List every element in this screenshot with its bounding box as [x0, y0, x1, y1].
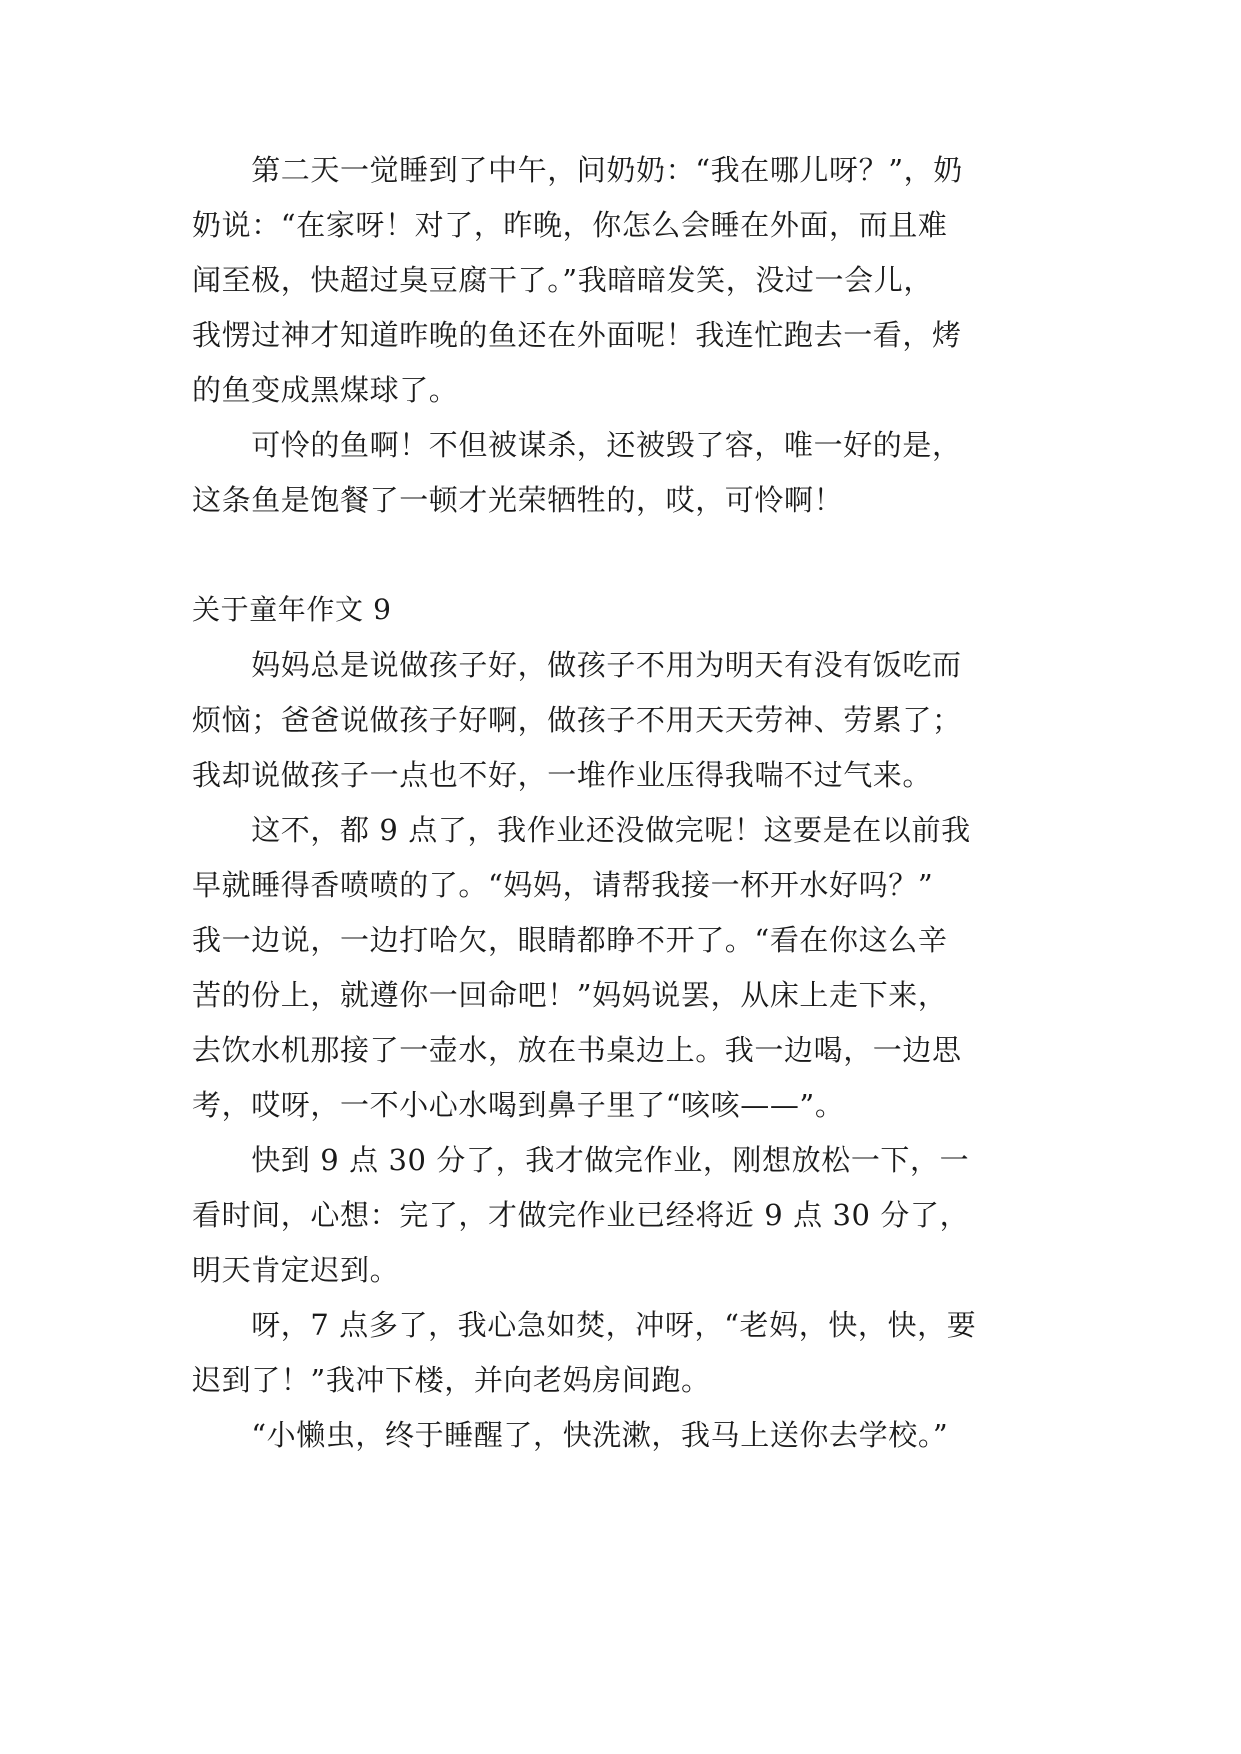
paragraph-line: 奶说：“在家呀！对了，昨晚，你怎么会睡在外面，而且难 — [192, 208, 948, 242]
paragraph-line: 快到 9 点 30 分了，我才做完作业，刚想放松一下，一 — [192, 1143, 970, 1177]
paragraph-line: 明天肯定迟到。 — [192, 1253, 400, 1287]
paragraph-line: 我却说做孩子一点也不好，一堆作业压得我喘不过气来。 — [192, 758, 933, 792]
paragraph-line: 这不，都 9 点了，我作业还没做完呢！这要是在以前我 — [192, 813, 971, 847]
section-heading: 关于童年作文 9 — [192, 593, 392, 626]
paragraph-line: 这条鱼是饱餐了一顿才光荣牺牲的，哎，可怜啊！ — [192, 483, 844, 517]
paragraph-line: 去饮水机那接了一壶水，放在书桌边上。我一边喝，一边思 — [192, 1033, 962, 1067]
paragraph-line: 可怜的鱼啊！不但被谋杀，还被毁了容，唯一好的是， — [192, 428, 962, 462]
paragraph-line: 早就睡得香喷喷的了。“妈妈，请帮我接一杯开水好吗？” — [192, 868, 934, 902]
paragraph-line: 烦恼；爸爸说做孩子好啊，做孩子不用天天劳神、劳累了； — [192, 703, 962, 737]
paragraph-line: 闻至极，快超过臭豆腐干了。”我暗暗发笑，没过一会儿， — [192, 263, 933, 297]
paragraph-line: 呀，7 点多了，我心急如焚，冲呀，“老妈，快，快，要 — [192, 1308, 977, 1342]
paragraph-line: “小懒虫，终于睡醒了，快洗漱，我马上送你去学校。” — [192, 1418, 949, 1452]
paragraph-line: 迟到了！”我冲下楼，并向老妈房间跑。 — [192, 1363, 711, 1397]
paragraph-line: 我愣过神才知道昨晚的鱼还在外面呢！我连忙跑去一看，烤 — [192, 318, 962, 352]
paragraph-line: 妈妈总是说做孩子好，做孩子不用为明天有没有饭吃而 — [192, 648, 962, 682]
paragraph-line: 看时间，心想：完了，才做完作业已经将近 9 点 30 分了， — [192, 1198, 970, 1232]
paragraph-line: 苦的份上，就遵你一回命吧！”妈妈说罢，从床上走下来， — [192, 978, 948, 1012]
paragraph-line: 考，哎呀，一不小心水喝到鼻子里了“咳咳——”。 — [192, 1088, 845, 1122]
paragraph-line: 第二天一觉睡到了中午，问奶奶：“我在哪儿呀？”，奶 — [192, 153, 963, 187]
paragraph-line: 的鱼变成黑煤球了。 — [192, 373, 459, 407]
paragraph-line: 我一边说，一边打哈欠，眼睛都睁不开了。“看在你这么辛 — [192, 923, 948, 957]
